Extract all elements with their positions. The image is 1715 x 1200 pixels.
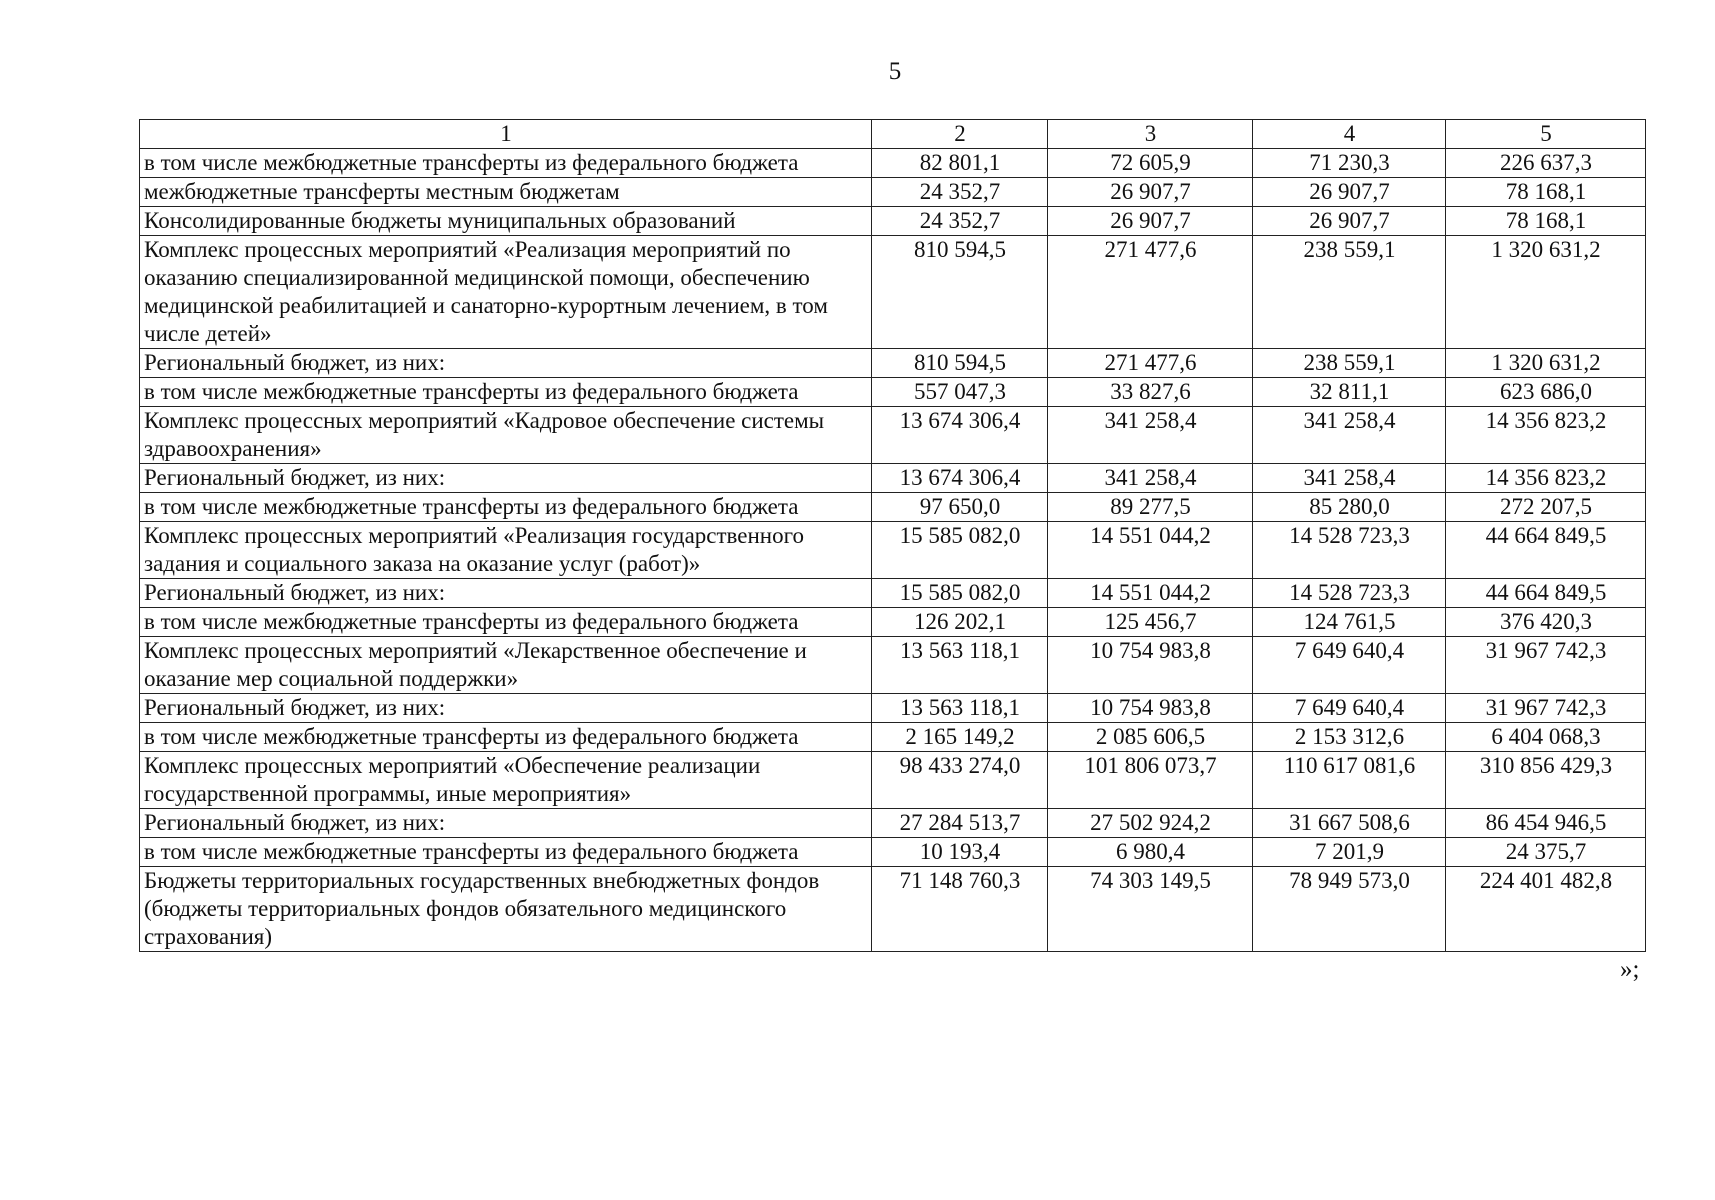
row-label-cell: Комплекс процессных мероприятий «Кадровое обеспечение системы здравоохранения» — [140, 407, 872, 464]
value-cell-col2: 27 284 513,7 — [872, 809, 1048, 838]
value-cell-col3: 10 754 983,8 — [1048, 694, 1253, 723]
value-cell-col5: 310 856 429,3 — [1446, 752, 1646, 809]
value-cell-col2: 13 563 118,1 — [872, 694, 1048, 723]
value-cell-col4: 238 559,1 — [1253, 349, 1446, 378]
value-cell-col5: 1 320 631,2 — [1446, 236, 1646, 349]
value-cell-col2: 97 650,0 — [872, 493, 1048, 522]
value-cell-col3: 10 754 983,8 — [1048, 637, 1253, 694]
column-header-1: 1 — [140, 120, 872, 149]
value-cell-col2: 126 202,1 — [872, 608, 1048, 637]
value-cell-col5: 78 168,1 — [1446, 178, 1646, 207]
value-cell-col3: 89 277,5 — [1048, 493, 1253, 522]
table-row — [140, 407, 1646, 464]
value-cell-col2: 13 563 118,1 — [872, 637, 1048, 694]
row-label-cell: Региональный бюджет, из них: — [140, 464, 872, 493]
value-cell-col4: 32 811,1 — [1253, 378, 1446, 407]
value-cell-col2: 71 148 760,3 — [872, 867, 1048, 952]
value-cell-col5: 86 454 946,5 — [1446, 809, 1646, 838]
table-row — [140, 838, 1646, 867]
table-row — [140, 464, 1646, 493]
row-label-cell: Бюджеты территориальных государственных внебюджетных фондов (бюджеты территориальных фондов обязательного медицинского страхования) — [140, 867, 872, 952]
budget-table — [139, 119, 1646, 952]
value-cell-col4: 71 230,3 — [1253, 149, 1446, 178]
table-row — [140, 149, 1646, 178]
value-cell-col5: 78 168,1 — [1446, 207, 1646, 236]
row-label-cell: в том числе межбюджетные трансферты из федерального бюджета — [140, 493, 872, 522]
value-cell-col5: 44 664 849,5 — [1446, 579, 1646, 608]
table-row — [140, 809, 1646, 838]
row-label-cell: Региональный бюджет, из них: — [140, 809, 872, 838]
value-cell-col2: 24 352,7 — [872, 207, 1048, 236]
value-cell-col3: 14 551 044,2 — [1048, 522, 1253, 579]
value-cell-col4: 7 649 640,4 — [1253, 694, 1446, 723]
value-cell-col3: 33 827,6 — [1048, 378, 1253, 407]
value-cell-col2: 810 594,5 — [872, 349, 1048, 378]
value-cell-col4: 31 667 508,6 — [1253, 809, 1446, 838]
value-cell-col4: 26 907,7 — [1253, 207, 1446, 236]
page-number: 5 — [888, 58, 902, 85]
table-row — [140, 694, 1646, 723]
table-row — [140, 579, 1646, 608]
value-cell-col2: 24 352,7 — [872, 178, 1048, 207]
value-cell-col5: 31 967 742,3 — [1446, 694, 1646, 723]
value-cell-col5: 376 420,3 — [1446, 608, 1646, 637]
header-row — [140, 120, 1646, 149]
value-cell-col3: 271 477,6 — [1048, 236, 1253, 349]
value-cell-col4: 341 258,4 — [1253, 407, 1446, 464]
value-cell-col2: 557 047,3 — [872, 378, 1048, 407]
value-cell-col5: 24 375,7 — [1446, 838, 1646, 867]
table-header — [140, 120, 1646, 149]
value-cell-col2: 15 585 082,0 — [872, 579, 1048, 608]
value-cell-col2: 10 193,4 — [872, 838, 1048, 867]
table-row — [140, 608, 1646, 637]
row-label-cell: Консолидированные бюджеты муниципальных образований — [140, 207, 872, 236]
value-cell-col2: 810 594,5 — [872, 236, 1048, 349]
value-cell-col5: 623 686,0 — [1446, 378, 1646, 407]
row-label-cell: Комплекс процессных мероприятий «Реализация государственного задания и социального заказа на оказание услуг (работ)» — [140, 522, 872, 579]
value-cell-col4: 7 201,9 — [1253, 838, 1446, 867]
table-body — [140, 149, 1646, 952]
value-cell-col5: 226 637,3 — [1446, 149, 1646, 178]
budget-table-container — [139, 119, 1646, 952]
value-cell-col4: 2 153 312,6 — [1253, 723, 1446, 752]
column-header-3: 3 — [1048, 120, 1253, 149]
value-cell-col5: 14 356 823,2 — [1446, 407, 1646, 464]
value-cell-col2: 2 165 149,2 — [872, 723, 1048, 752]
table-row — [140, 236, 1646, 349]
value-cell-col4: 85 280,0 — [1253, 493, 1446, 522]
row-label-cell: Комплекс процессных мероприятий «Обеспечение реализации государственной программы, иные мероприятия» — [140, 752, 872, 809]
value-cell-col3: 6 980,4 — [1048, 838, 1253, 867]
value-cell-col4: 78 949 573,0 — [1253, 867, 1446, 952]
value-cell-col3: 26 907,7 — [1048, 207, 1253, 236]
value-cell-col3: 27 502 924,2 — [1048, 809, 1253, 838]
value-cell-col5: 1 320 631,2 — [1446, 349, 1646, 378]
table-row — [140, 723, 1646, 752]
value-cell-col3: 101 806 073,7 — [1048, 752, 1253, 809]
column-header-2: 2 — [872, 120, 1048, 149]
table-row — [140, 178, 1646, 207]
value-cell-col2: 13 674 306,4 — [872, 464, 1048, 493]
value-cell-col5: 272 207,5 — [1446, 493, 1646, 522]
table-row — [140, 637, 1646, 694]
row-label-cell: в том числе межбюджетные трансферты из федерального бюджета — [140, 378, 872, 407]
value-cell-col2: 98 433 274,0 — [872, 752, 1048, 809]
column-header-5: 5 — [1446, 120, 1646, 149]
value-cell-col3: 2 085 606,5 — [1048, 723, 1253, 752]
value-cell-col5: 14 356 823,2 — [1446, 464, 1646, 493]
value-cell-col3: 125 456,7 — [1048, 608, 1253, 637]
table-row — [140, 207, 1646, 236]
row-label-cell: Региональный бюджет, из них: — [140, 694, 872, 723]
table-row — [140, 522, 1646, 579]
row-label-cell: межбюджетные трансферты местным бюджетам — [140, 178, 872, 207]
row-label-cell: Комплекс процессных мероприятий «Реализация мероприятий по оказанию специализированной медицинской помощи, обеспечению медицинской реабилитацией и санаторно-курортным лечением, в том числе детей» — [140, 236, 872, 349]
value-cell-col3: 74 303 149,5 — [1048, 867, 1253, 952]
row-label-cell: Региональный бюджет, из них: — [140, 579, 872, 608]
value-cell-col4: 110 617 081,6 — [1253, 752, 1446, 809]
closing-quote-mark: »; — [1620, 956, 1640, 983]
value-cell-col4: 14 528 723,3 — [1253, 522, 1446, 579]
row-label-cell: в том числе межбюджетные трансферты из федерального бюджета — [140, 838, 872, 867]
value-cell-col4: 7 649 640,4 — [1253, 637, 1446, 694]
value-cell-col3: 271 477,6 — [1048, 349, 1253, 378]
value-cell-col3: 341 258,4 — [1048, 464, 1253, 493]
row-label-cell: в том числе межбюджетные трансферты из федерального бюджета — [140, 149, 872, 178]
value-cell-col4: 238 559,1 — [1253, 236, 1446, 349]
value-cell-col5: 44 664 849,5 — [1446, 522, 1646, 579]
value-cell-col5: 6 404 068,3 — [1446, 723, 1646, 752]
table-row — [140, 493, 1646, 522]
value-cell-col2: 13 674 306,4 — [872, 407, 1048, 464]
value-cell-col4: 26 907,7 — [1253, 178, 1446, 207]
row-label-cell: Комплекс процессных мероприятий «Лекарственное обеспечение и оказание мер социальной поддержки» — [140, 637, 872, 694]
value-cell-col3: 341 258,4 — [1048, 407, 1253, 464]
table-row — [140, 349, 1646, 378]
table-row — [140, 752, 1646, 809]
table-row — [140, 867, 1646, 952]
value-cell-col3: 72 605,9 — [1048, 149, 1253, 178]
row-label-cell: Региональный бюджет, из них: — [140, 349, 872, 378]
value-cell-col3: 26 907,7 — [1048, 178, 1253, 207]
column-header-4: 4 — [1253, 120, 1446, 149]
value-cell-col3: 14 551 044,2 — [1048, 579, 1253, 608]
row-label-cell: в том числе межбюджетные трансферты из федерального бюджета — [140, 608, 872, 637]
row-label-cell: в том числе межбюджетные трансферты из федерального бюджета — [140, 723, 872, 752]
table-row — [140, 378, 1646, 407]
value-cell-col4: 14 528 723,3 — [1253, 579, 1446, 608]
value-cell-col2: 15 585 082,0 — [872, 522, 1048, 579]
value-cell-col5: 31 967 742,3 — [1446, 637, 1646, 694]
value-cell-col2: 82 801,1 — [872, 149, 1048, 178]
value-cell-col4: 341 258,4 — [1253, 464, 1446, 493]
value-cell-col5: 224 401 482,8 — [1446, 867, 1646, 952]
value-cell-col4: 124 761,5 — [1253, 608, 1446, 637]
